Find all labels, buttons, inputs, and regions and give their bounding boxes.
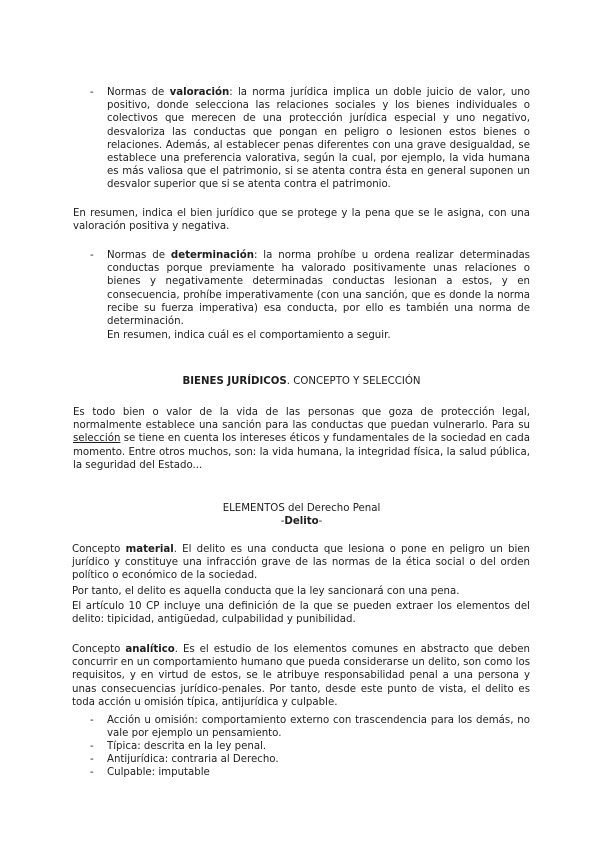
section-heading-elementos: ELEMENTOS del Derecho Penal	[222, 503, 381, 514]
document-page: - Normas de valoración: la norma jurídica implica un doble juicio de valor, uno positivo, donde selecciona las relaciones sociales y los bienes individuales o colectivos que merecen de una protección jurídica especial y uno negativo, desvaloriza las conductas que pongan en peligro o lesionen estos bienes o relaciones. Además, al establecer penas diferentes con una grave desigualdad, se establece una preferencia valorativa, según la cual, por ejemplo, la vida humana es más valiosa que el patrimonio, si se atenta contra ésta en general suponen un desvalor superior que si se atenta contra el patrimonio. En resumen, indica el bien jurídico que se protege y la pena que se le asigna, con una valoración positiva y negativa. - Normas de determinación: la norma prohíbe u ordena realizar determinadas conductas porque previamente ha valorado positivamente unas relaciones o bienes y negativamente determinadas conductas lesionan a estos, y en consecuencia, prohíbe imperativamente (con una sanción, que es donde la norma recibe su fuerza imperativa) esa conducta, por ello es también una norma de determinación. En resumen, indica cuál es el comportamiento a seguir. BIENES JURÍDICOS. CONCEPTO Y SELECCIÓN Es todo bien o valor de la vida de las personas que goza de protección legal, normalmente establece una sanción para las conductas que puedan vulnerarlo. Para su selección se tiene en cuenta los intereses éticos y fundamentales de la sociedad en cada momento. Entre otros muchos, son: la vida humana, la integridad física, la salud pública, la seguridad del Estado... ELEMENTOS del Derecho Penal -Delito- Concepto material. El delito es una conducta que lesiona o pone en peligro un bien jurídico y constituye una infracción grave de las normas de la ética social o del orden político o económico de la sociedad. Por tanto, el delito es aquella conducta que la ley sancionará con una pena. El artículo 10 CP incluye una definición de la que se pueden extraer los elementos del delito: tipicidad, antigüedad, culpabilidad y punibilidad. Concepto analítico. Es el estudio de los elementos comunes en abstracto que deben concurrir en un comportamiento humano que pueda considerarse un delito, son como los requisitos, y en virtud de estos, se le atribuye responsabilidad penal a una persona y unas consecuencias jurídico-penales. Por tanto, desde este punto de vista, el delito es toda acción u omisión típica, antijurídica y culpable. - Acción u omisión: comportamiento externo con trascendencia para los demás, no vale por ejemplo un pensamiento. - Típica: descrita en la ley penal. - Antijurídica: contraria al Derecho. - Culpable: imputable	[72, 87, 531, 778]
bullet-dash: -	[90, 87, 94, 98]
concepto-material-line: Por tanto, el delito es aquella conducta que la ley sancionará con una pena.	[72, 586, 460, 597]
determinacion-summary: En resumen, indica cuál es el comportamiento a seguir.	[107, 330, 391, 341]
term-material: material	[125, 544, 174, 555]
norm-determinacion-text: Normas de determinación: la norma prohíbe u ordena realizar determinadas conductas porque previamente ha valorado positivamente unas relaciones o bienes y negativamente determinadas conductas lesionan a estos, y en consecuencia, prohíbe imperativamente (con una sanción, que es donde la norma recibe su fuerza imperativa) esa conducta, por ello es también una norma de determinación.	[107, 250, 530, 328]
section-heading-bienes: BIENES JURÍDICOS. CONCEPTO Y SELECCIÓN	[182, 376, 421, 387]
section-subheading-delito: -Delito-	[280, 516, 323, 527]
bienes-paragraph: Es todo bien o valor de la vida de las personas que goza de protección legal, normalmente establece una sanción para las conductas que puedan vulnerarlo. Para su selección se tiene en cuenta los intereses éticos y fundamentales de la sociedad en cada momento. Entre otros muchos, son: la vida humana, la integridad física, la salud pública, la seguridad del Estado...	[73, 407, 530, 471]
bullet-dash: -	[90, 250, 94, 261]
term-valoracion: valoración	[169, 87, 230, 98]
norm-valoracion-text: Normas de valoración: la norma jurídica implica un doble juicio de valor, uno positivo, donde selecciona las relaciones sociales y los bienes individuales o colectivos que merecen de una protección jurídica especial y uno negativo, desvaloriza las conductas que pongan en peligro o lesionen estos bienes o relaciones. Además, al establecer penas diferentes con una grave desigualdad, se establece una preferencia valorativa, según la cual, por ejemplo, la vida humana es más valiosa que el patrimonio, si se atenta contra ésta en general suponen un desvalor superior que si se atenta contra el patrimonio.	[107, 87, 530, 191]
concepto-analitico-paragraph: Concepto analítico. Es el estudio de los elementos comunes en abstracto que deben concurrir en un comportamiento humano que pueda considerarse un delito, son como los requisitos, y en virtud de estos, se le atribuye responsabilidad penal a una persona y unas consecuencias jurídico-penales. Por tanto, desde este punto de vista, el delito es toda acción u omisión típica, antijurídica y culpable.	[72, 644, 531, 708]
term-analitico: analítico	[125, 644, 175, 655]
concepto-material-articulo: El artículo 10 CP incluye una definición de la que se pueden extraer los elementos del delito: tipicidad, antigüedad, culpabilidad y punibilidad.	[72, 601, 530, 626]
term-determinacion: determinación	[170, 250, 254, 261]
summary-paragraph: En resumen, indica el bien jurídico que se protege y la pena que se le asigna, con una valoración positiva y negativa.	[73, 208, 530, 233]
concepto-material-paragraph: Concepto material. El delito es una conducta que lesiona o pone en peligro un bien jurídico y constituye una infracción grave de las normas de la ética social o del orden político o económico de la sociedad.	[72, 544, 531, 582]
seleccion-link[interactable]: selección	[73, 433, 121, 445]
